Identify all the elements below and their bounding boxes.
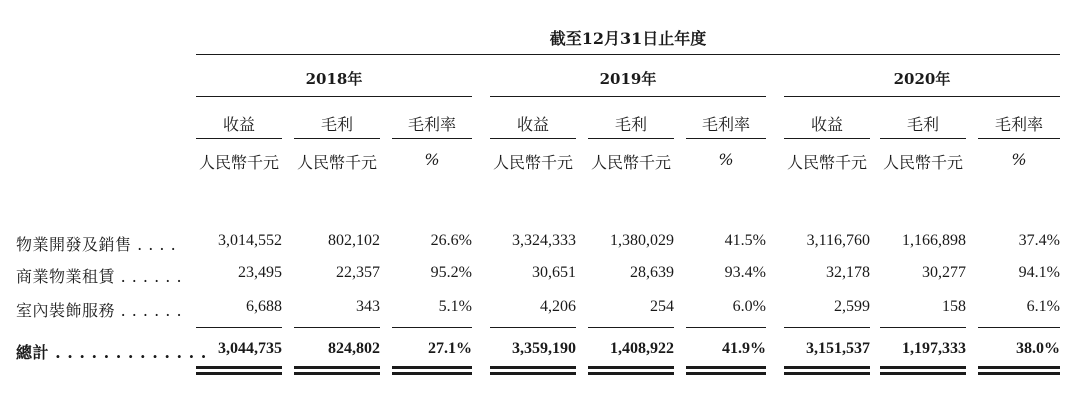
total-cell: 3,044,735	[218, 340, 282, 357]
col-rule	[196, 138, 282, 139]
unit-margin-2018: %	[424, 150, 440, 169]
row-label-interior-decoration: 室內裝飾服務 . . . . . .	[16, 301, 183, 320]
table-cell: 1,166,898	[902, 232, 966, 249]
year-rule-2020	[784, 96, 1060, 97]
table-cell: 158	[942, 298, 966, 315]
double-rule	[880, 372, 966, 375]
unit-revenue-2018: 人民幣千元	[198, 153, 279, 172]
table-cell: 93.4%	[724, 264, 766, 281]
table-cell: 3,116,760	[806, 232, 870, 249]
table-cell: 5.1%	[438, 298, 472, 315]
table-cell: 254	[650, 298, 674, 315]
double-rule	[686, 372, 766, 375]
table-cell: 32,178	[826, 264, 870, 281]
subtotal-rule	[196, 327, 282, 328]
row-label-property-development: 物業開發及銷售 . . . .	[16, 235, 177, 254]
unit-revenue-2020: 人民幣千元	[786, 153, 867, 172]
table-cell: 41.5%	[724, 232, 766, 249]
col-header-margin-2018: 毛利率	[407, 115, 456, 134]
year-rule-2019	[490, 96, 766, 97]
table-cell: 6.1%	[1026, 298, 1060, 315]
subtotal-rule	[588, 327, 674, 328]
double-rule	[490, 366, 576, 369]
period-header-rule	[196, 54, 1060, 55]
total-cell: 3,151,537	[806, 340, 870, 357]
col-header-gross-profit-2018: 毛利	[320, 115, 353, 134]
col-rule	[784, 138, 870, 139]
year-header-2018: 2018年	[305, 70, 363, 88]
table-cell: 26.6%	[430, 232, 472, 249]
table-cell: 6,688	[246, 298, 282, 315]
double-rule	[196, 372, 282, 375]
total-cell: 1,197,333	[902, 340, 966, 357]
col-header-revenue-2019: 收益	[516, 115, 549, 134]
table-cell: 343	[356, 298, 380, 315]
subtotal-rule	[392, 327, 472, 328]
table-cell: 30,277	[922, 264, 966, 281]
unit-gross-profit-2020: 人民幣千元	[882, 153, 963, 172]
col-rule	[880, 138, 966, 139]
subtotal-rule	[686, 327, 766, 328]
subtotal-rule	[880, 327, 966, 328]
col-rule	[588, 138, 674, 139]
double-rule	[784, 366, 870, 369]
subtotal-rule	[294, 327, 380, 328]
year-header-2020: 2020年	[893, 70, 951, 88]
subtotal-rule	[978, 327, 1060, 328]
double-rule	[392, 366, 472, 369]
col-header-gross-profit-2020: 毛利	[906, 115, 939, 134]
table-cell: 802,102	[328, 232, 380, 249]
col-rule	[490, 138, 576, 139]
table-cell: 3,324,333	[512, 232, 576, 249]
year-rule-2018	[196, 96, 472, 97]
total-cell: 41.9%	[722, 340, 766, 357]
double-rule	[588, 372, 674, 375]
table-cell: 28,639	[630, 264, 674, 281]
unit-gross-profit-2019: 人民幣千元	[590, 153, 671, 172]
total-cell: 1,408,922	[610, 340, 674, 357]
year-header-2019: 2019年	[599, 70, 657, 88]
table-cell: 6.0%	[732, 298, 766, 315]
col-header-gross-profit-2019: 毛利	[614, 115, 647, 134]
total-cell: 824,802	[328, 340, 380, 357]
subtotal-rule	[784, 327, 870, 328]
double-rule	[686, 366, 766, 369]
double-rule	[294, 366, 380, 369]
col-rule	[392, 138, 472, 139]
table-cell: 22,357	[336, 264, 380, 281]
row-label-commercial-leasing: 商業物業租賃 . . . . . .	[16, 267, 183, 286]
col-rule	[686, 138, 766, 139]
total-cell: 27.1%	[428, 340, 472, 357]
table-cell: 95.2%	[430, 264, 472, 281]
double-rule	[294, 372, 380, 375]
subtotal-rule	[490, 327, 576, 328]
row-label-total: 總計 . . . . . . . . . . . . .	[16, 343, 207, 362]
double-rule	[880, 366, 966, 369]
table-cell: 2,599	[834, 298, 870, 315]
table-cell: 4,206	[540, 298, 576, 315]
unit-margin-2020: %	[1011, 150, 1027, 169]
unit-margin-2019: %	[718, 150, 734, 169]
col-header-revenue-2018: 收益	[222, 115, 255, 134]
col-header-revenue-2020: 收益	[810, 115, 843, 134]
double-rule	[588, 366, 674, 369]
unit-revenue-2019: 人民幣千元	[492, 153, 573, 172]
col-header-margin-2019: 毛利率	[701, 115, 750, 134]
double-rule	[196, 366, 282, 369]
table-cell: 23,495	[238, 264, 282, 281]
double-rule	[978, 366, 1060, 369]
col-rule	[294, 138, 380, 139]
table-cell: 1,380,029	[610, 232, 674, 249]
total-cell: 3,359,190	[512, 340, 576, 357]
col-rule	[978, 138, 1060, 139]
double-rule	[978, 372, 1060, 375]
total-cell: 38.0%	[1016, 340, 1060, 357]
table-cell: 30,651	[532, 264, 576, 281]
table-cell: 3,014,552	[218, 232, 282, 249]
table-cell: 94.1%	[1018, 264, 1060, 281]
table-cell: 37.4%	[1018, 232, 1060, 249]
period-header: 截至12月31日止年度	[549, 29, 707, 48]
double-rule	[784, 372, 870, 375]
unit-gross-profit-2018: 人民幣千元	[296, 153, 377, 172]
col-header-margin-2020: 毛利率	[994, 115, 1043, 134]
double-rule	[392, 372, 472, 375]
double-rule	[490, 372, 576, 375]
